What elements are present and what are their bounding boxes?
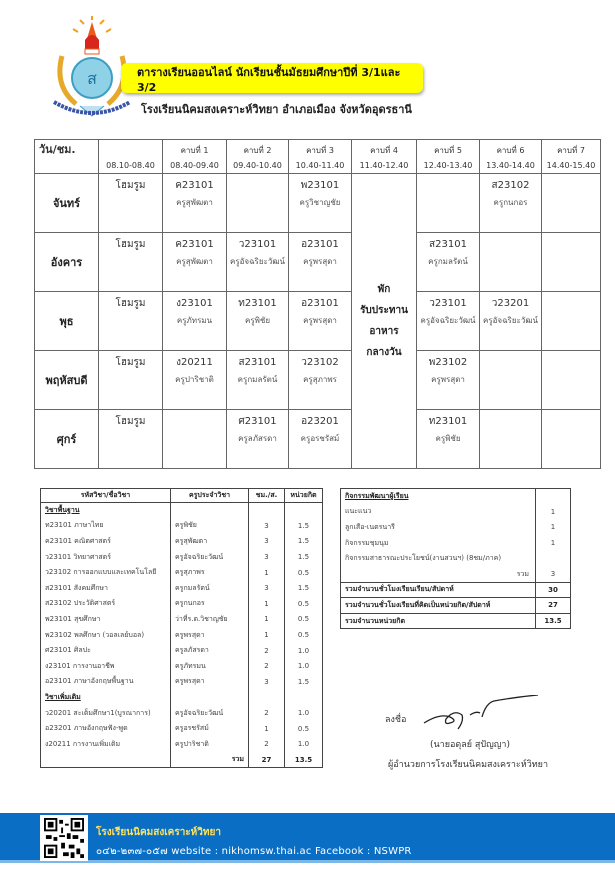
col-credits: หน่วยกิต: [285, 489, 323, 503]
subject-credits: 1.5: [285, 580, 323, 596]
subject-code: พ23101: [300, 180, 340, 191]
subject-teacher: ครูลภัสรดา: [171, 643, 249, 659]
activity-name: กิจกรรมชุมนุม: [341, 535, 536, 551]
lunch-text: กลางวัน: [366, 347, 402, 358]
class-cell-p3: [289, 292, 352, 351]
timetable-row: [35, 292, 601, 351]
activities-body: [341, 489, 571, 629]
period-header-7: [542, 140, 601, 174]
subject-code: ว23101: [429, 298, 467, 309]
footer-school-name: โรงเรียนนิคมสงเคราะห์วิทยา: [96, 827, 221, 838]
subject-code: ส23101: [429, 239, 467, 250]
teacher-name: ครูกนกอร: [493, 198, 528, 207]
subjects-table: [40, 488, 323, 768]
subject-name: ง23101 การงานอาชีพ: [41, 658, 171, 674]
teacher-name: ครูสุภาพร: [303, 375, 337, 384]
subject-row: [41, 721, 323, 737]
class-cell-p7: [542, 233, 601, 292]
subject-hours: 2: [249, 643, 285, 659]
subject-hours: 1: [249, 612, 285, 628]
period-time: 12.40-13.40: [423, 161, 473, 170]
period-label: คาบที่ 5: [434, 146, 462, 155]
subtotal-label: รวม: [341, 566, 536, 582]
teacher-name: ครูกมลรัตน์: [237, 375, 278, 384]
class-cell-p6: [480, 233, 542, 292]
section-row: [41, 690, 323, 706]
subject-credits: 1.5: [285, 518, 323, 534]
subject-name: ส23101 สังคมศึกษา: [41, 580, 171, 596]
period-time: 08.10-08.40: [106, 161, 155, 170]
total-credits: 13.5: [285, 752, 323, 768]
timetable-body: [35, 174, 601, 469]
class-cell-p6: [480, 410, 542, 469]
period-time: 09.40-10.40: [233, 161, 282, 170]
subject-teacher: ครูสุพัฒตา: [171, 534, 249, 550]
class-cell-p1: [163, 292, 227, 351]
subject-name: พ23101 สุขศึกษา: [41, 612, 171, 628]
class-cell-p7: [542, 292, 601, 351]
summary-row: [341, 598, 571, 614]
period-label: คาบที่ 2: [243, 146, 272, 155]
teacher-name: ครูพรสุดา: [303, 316, 337, 325]
timetable-row: [35, 174, 601, 233]
subject-code: อ23201: [301, 416, 339, 427]
activity-row: [341, 520, 571, 536]
day-label: พุธ: [35, 292, 99, 351]
period-label: คาบที่ 3: [306, 146, 334, 155]
teacher-name: ครูพิชัย: [244, 316, 271, 325]
svg-text:ส: ส: [87, 69, 97, 88]
total-hours: 27: [249, 752, 285, 768]
day-label: จันทร์: [35, 174, 99, 233]
class-cell-p3: [289, 410, 352, 469]
teacher-name: ครูวิชาญชัย: [299, 198, 341, 207]
class-cell-p7: [542, 174, 601, 233]
subject-teacher: ครูอรชรัสม์: [171, 721, 249, 737]
timetable-row: [35, 351, 601, 410]
subtotal-value: 3: [536, 566, 571, 582]
lunch-text: อาหาร: [369, 326, 399, 337]
col-teacher: ครูประจำวิชา: [171, 489, 249, 503]
subject-name: พ23102 พลศึกษา (วอลเลย์บอล): [41, 627, 171, 643]
signer-position: ผู้อำนวยการโรงเรียนนิคมสงเคราะห์วิทยา: [388, 760, 549, 770]
period-header-2: [227, 140, 289, 174]
empty-cell: [285, 503, 323, 519]
activity-hours: 1: [536, 504, 571, 520]
summary-row: [341, 613, 571, 629]
empty-cell: [249, 503, 285, 519]
subject-code: ค23101: [175, 180, 214, 191]
subject-row: [41, 643, 323, 659]
homeroom-label: โฮมรูม: [115, 357, 146, 368]
subject-name: ว23101 วิทยาศาสตร์: [41, 549, 171, 565]
subject-teacher: ครูพรสุดา: [171, 627, 249, 643]
summary-value: 27: [536, 598, 571, 614]
class-cell-p3: [289, 351, 352, 410]
section-title: วิชาเพิ่มเติม: [41, 690, 171, 706]
subject-hours: 1: [249, 596, 285, 612]
timetable-row: [35, 233, 601, 292]
class-cell-p2: [227, 174, 289, 233]
teacher-name: ครูสุพัฒตา: [176, 198, 213, 207]
subject-hours: 3: [249, 674, 285, 690]
subject-code: ว23102: [301, 357, 339, 368]
homeroom-label: โฮมรูม: [115, 298, 146, 309]
class-cell-p3: [289, 233, 352, 292]
period-header-4: [352, 140, 417, 174]
subject-name: ศ23101 ศิลปะ: [41, 643, 171, 659]
activities-table: [340, 488, 571, 629]
subject-row: [41, 549, 323, 565]
activity-row: [341, 551, 571, 567]
lunch-text: รับประทาน: [360, 305, 408, 316]
subject-name: อ23201 ภาษอังกฤษฟัง-พูด: [41, 721, 171, 737]
class-cell-p6: [480, 292, 542, 351]
document-title: [121, 63, 423, 93]
summary-row: [341, 582, 571, 598]
subject-code: พ23102: [428, 357, 468, 368]
subject-teacher: ครูภัทรมน: [171, 658, 249, 674]
subject-hours: 3: [249, 518, 285, 534]
subject-row: [41, 518, 323, 534]
subjects-header-row: [41, 489, 323, 503]
homeroom-label: โฮมรูม: [115, 239, 146, 250]
subject-name: ท23101 ภาษาไทย: [41, 518, 171, 534]
col-subject: รหัสวิชา/ชื่อวิชา: [41, 489, 171, 503]
subject-hours: 1: [249, 627, 285, 643]
day-label: พฤหัสบดี: [35, 351, 99, 410]
day-label: อังคาร: [35, 233, 99, 292]
subject-row: [41, 534, 323, 550]
class-cell-p2: [227, 410, 289, 469]
subject-teacher: ครูอัจฉริยะวัฒน์: [171, 549, 249, 565]
subject-name: ง20211 การงานเพิ่มเติม: [41, 736, 171, 752]
period-label: [99, 143, 162, 158]
subject-code: ส23101: [238, 357, 277, 368]
teacher-name: ครูอัจฉริยะวัฒน์: [420, 316, 476, 325]
subject-code: ท23101: [238, 298, 277, 309]
activity-row: [341, 535, 571, 551]
period-header-5: [417, 140, 480, 174]
signer-name: (นายอดุลย์ สุปัญญา): [430, 740, 510, 750]
subject-credits: 0.5: [285, 612, 323, 628]
class-cell-p5: [417, 410, 480, 469]
signature-mark-icon: [420, 695, 540, 735]
subject-hours: 2: [249, 658, 285, 674]
subject-code: ค23101: [175, 239, 214, 250]
period-time: 13.40-14.40: [486, 161, 535, 170]
subject-name: ค23101 คณิตศาสตร์: [41, 534, 171, 550]
lunch-break-cell: [352, 174, 417, 469]
timetable-header-row: [35, 140, 601, 174]
subject-code: ง23101: [176, 298, 213, 309]
period-header-1: [163, 140, 227, 174]
subject-credits: 0.5: [285, 627, 323, 643]
total-label: รวม: [171, 752, 249, 768]
subject-hours: 2: [249, 705, 285, 721]
teacher-name: ครูอัจฉริยะวัฒน์: [229, 257, 286, 266]
subject-teacher: ครูกมลรัตน์: [171, 580, 249, 596]
teacher-name: ครูกมลรัตน์: [428, 257, 468, 266]
subject-credits: 1.0: [285, 658, 323, 674]
corner-label: วัน/ชม.: [35, 140, 99, 174]
subject-row: [41, 565, 323, 581]
empty-cell: [41, 752, 171, 768]
subject-code: ท23101: [428, 416, 468, 427]
class-cell-p5: [417, 292, 480, 351]
homeroom-cell: [99, 410, 163, 469]
subject-row: [41, 596, 323, 612]
subject-row: [41, 627, 323, 643]
activities-title: กิจกรรมพัฒนาผู้เรียน: [341, 489, 536, 505]
empty-cell: [536, 489, 571, 505]
activity-row: [341, 504, 571, 520]
period-time: 14.40-15.40: [546, 161, 596, 170]
class-cell-p7: [542, 410, 601, 469]
class-cell-p1: [163, 410, 227, 469]
section-row: [41, 503, 323, 519]
empty-cell: [171, 503, 249, 519]
qr-code-icon: [40, 815, 88, 861]
teacher-name: ครูปาริชาติ: [175, 375, 214, 384]
subject-hours: 2: [249, 736, 285, 752]
subject-teacher: ครูอัจฉริยะวัฒน์: [171, 705, 249, 721]
subject-code: ว23201: [491, 298, 530, 309]
activities-header-row: [341, 489, 571, 505]
activity-name: แนะแนว: [341, 504, 536, 520]
teacher-name: ครูลภัสรดา: [238, 434, 277, 443]
homeroom-label: โฮมรูม: [115, 416, 146, 427]
class-cell-p1: [163, 233, 227, 292]
subject-name: ส23102 ประวัติศาสตร์: [41, 596, 171, 612]
period-header-3: [289, 140, 352, 174]
teacher-name: ครูอัจฉริยะวัฒน์: [482, 316, 539, 325]
teacher-name: ครูพรสุดา: [303, 257, 337, 266]
period-header-0: [99, 140, 163, 174]
class-cell-p5: [417, 233, 480, 292]
teacher-name: ครูภัทรมน: [176, 316, 213, 325]
class-cell-p6: [480, 174, 542, 233]
summary-label: รวมจำนวนชั่วโมงเรียนที่คิดเป็นหน่วยกิต/สัปดาห์: [341, 598, 536, 614]
subject-credits: 1.0: [285, 736, 323, 752]
summary-label: รวมจำนวนชั่วโมงเรียนเรียน/สัปดาห์: [341, 582, 536, 598]
teacher-name: ครูพรสุดา: [431, 375, 465, 384]
class-cell-p6: [480, 351, 542, 410]
subject-credits: 1.0: [285, 643, 323, 659]
col-hours: ชม./ส.: [249, 489, 285, 503]
subject-code: อ23101: [301, 298, 339, 309]
teacher-name: ครูสุพัฒตา: [176, 257, 213, 266]
homeroom-cell: [99, 351, 163, 410]
class-cell-p1: [163, 174, 227, 233]
signature-label: ลงชื่อ: [385, 715, 407, 725]
subject-name: ว20201 สะเต็มศึกษา1(บูรณาการ): [41, 705, 171, 721]
class-cell-p5: [417, 174, 480, 233]
teacher-name: ครูพิชัย: [435, 434, 461, 443]
activity-hours: 1: [536, 520, 571, 536]
class-cell-p7: [542, 351, 601, 410]
class-cell-p5: [417, 351, 480, 410]
subject-hours: 1: [249, 565, 285, 581]
period-header-6: [480, 140, 542, 174]
subject-credits: 1.5: [285, 534, 323, 550]
summary-value: 13.5: [536, 613, 571, 629]
subject-row: [41, 736, 323, 752]
subject-credits: 0.5: [285, 596, 323, 612]
period-label: คาบที่ 1: [180, 146, 209, 155]
subject-teacher: ครูปาริชาติ: [171, 736, 249, 752]
subject-hours: 1: [249, 721, 285, 737]
subject-row: [41, 612, 323, 628]
homeroom-cell: [99, 292, 163, 351]
homeroom-cell: [99, 233, 163, 292]
subject-teacher: ว่าที่ร.ต.วิชาญชัย: [171, 612, 249, 628]
subject-code: ว23101: [238, 239, 277, 250]
subject-row: [41, 705, 323, 721]
timetable: [34, 139, 601, 469]
summary-label: รวมจำนวนหน่วยกิต: [341, 613, 536, 629]
class-cell-p2: [227, 351, 289, 410]
subject-hours: 3: [249, 580, 285, 596]
empty-cell: [171, 690, 249, 706]
activity-name: ลูกเสือ-เนตรนารี: [341, 520, 536, 536]
period-time: 10.40-11.40: [295, 161, 345, 170]
subject-code: ง20211: [176, 357, 213, 368]
subject-code: ส23102: [491, 180, 530, 191]
subject-credits: 1.0: [285, 705, 323, 721]
class-cell-p2: [227, 292, 289, 351]
subject-hours: 3: [249, 534, 285, 550]
subject-name: ว23102 การออกแบบและเทคโนโลยี: [41, 565, 171, 581]
section-title: วิชาพื้นฐาน: [41, 503, 171, 519]
period-label: คาบที่ 7: [557, 146, 585, 155]
homeroom-cell: [99, 174, 163, 233]
subject-credits: 1.5: [285, 674, 323, 690]
subjects-body: [41, 503, 323, 768]
period-label: คาบที่ 6: [496, 146, 525, 155]
homeroom-label: โฮมรูม: [115, 180, 146, 191]
period-time: 08.40-09.40: [170, 161, 219, 170]
empty-cell: [249, 690, 285, 706]
subject-teacher: ครูพรสุดา: [171, 674, 249, 690]
subject-teacher: ครูสุภาพร: [171, 565, 249, 581]
period-label: คาบที่ 4: [370, 146, 398, 155]
summary-value: 30: [536, 582, 571, 598]
subject-code: ศ23101: [238, 416, 277, 427]
class-cell-p2: [227, 233, 289, 292]
class-cell-p1: [163, 351, 227, 410]
empty-cell: [285, 690, 323, 706]
subject-credits: 1.5: [285, 549, 323, 565]
subject-row: [41, 658, 323, 674]
day-label: ศุกร์: [35, 410, 99, 469]
subject-row: [41, 580, 323, 596]
period-time: 11.40-12.40: [359, 161, 409, 170]
activity-name: กิจกรรมสาธารณะประโยชน์(งานสวนฯ) (8ชม/ภาค): [341, 551, 536, 567]
subject-teacher: ครูพิชัย: [171, 518, 249, 534]
subject-teacher: ครูกนกอร: [171, 596, 249, 612]
activity-hours: 1: [536, 535, 571, 551]
school-subtitle: โรงเรียนนิคมสงเคราะห์วิทยา อำเภอเมือง จังหวัดอุดรธานี: [141, 103, 412, 116]
subjects-total-row: [41, 752, 323, 768]
activities-subtotal-row: [341, 566, 571, 582]
class-cell-p3: [289, 174, 352, 233]
title-text: ตารางเรียนออนไลน์ นักเรียนชั้นมัธยมศึกษาปีที่ 3/1และ 3/2: [137, 65, 401, 94]
subject-hours: 3: [249, 549, 285, 565]
subject-credits: 0.5: [285, 721, 323, 737]
teacher-name: ครูอรชรัสม์: [300, 434, 340, 443]
activity-hours: [536, 551, 571, 567]
footer-contact: ๐๔๒-๒๓๗-๐๕๗ website : nikhomsw.thai.ac Facebook : NSWPR: [96, 846, 412, 857]
subject-credits: 0.5: [285, 565, 323, 581]
subject-row: [41, 674, 323, 690]
subject-name: อ23101 ภาษาอังกฤษพื้นฐาน: [41, 674, 171, 690]
timetable-row: [35, 410, 601, 469]
subject-code: อ23101: [301, 239, 339, 250]
lunch-text: พัก: [377, 284, 391, 295]
